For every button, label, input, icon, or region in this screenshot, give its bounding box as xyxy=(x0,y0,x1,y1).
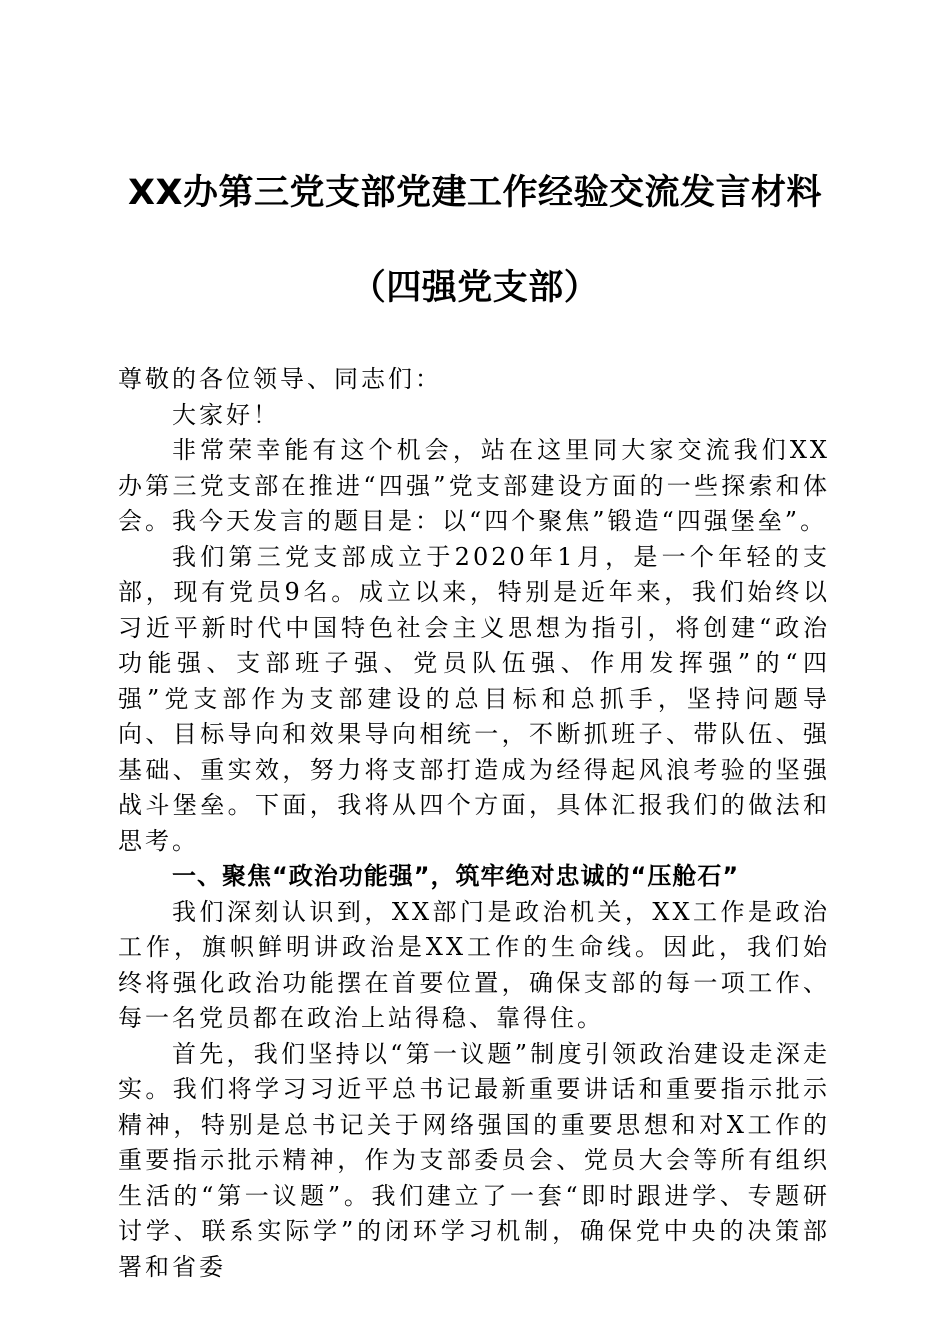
document-subtitle: （四强党支部） xyxy=(350,268,600,308)
salutation: 尊敬的各位领导、同志们： xyxy=(118,365,442,393)
paragraph-intro: 非常荣幸能有这个机会，站在这里同大家交流我们XX办第三党支部在推进“四强”党支部建设方面的一些探索和体会。我今天发言的题目是：以“四个聚焦”锻造“四强堡垒”。 xyxy=(118,436,830,535)
document-title: XX办第三党支部党建工作经验交流发言材料 xyxy=(128,173,822,213)
paragraph-background: 我们第三党支部成立于2020年1月，是一个年轻的支部，现有党员9名。成立以来，特别是近年来，我们始终以习近平新时代中国特色社会主义思想为指引，将创建“政治功能强、支部班子强、党员队伍强、作用发挥强”的“四强”党支部作为支部建设的总目标和总抓手，坚持问题导向、目标导向和效果导向相统一，不断抓班子、带队伍、强基础、重实效，努力将支部打造成为经得起风浪考验的坚强战斗堡垒。下面，我将从四个方面，具体汇报我们的做法和思考。 xyxy=(118,542,830,855)
section-paragraph: 首先，我们坚持以“第一议题”制度引领政治建设走深走实。我们将学习习近平总书记最新重要讲话和重要指示批示精神，特别是总书记关于网络强国的重要思想和对X工作的重要指示批示精神，作为支部委员会、党员大会等所有组织生活的“第一议题”。我们建立了一套“即时跟进学、专题研讨学、联系实际学”的闭环学习机制，确保党中央的决策部署和省委 xyxy=(118,1039,830,1281)
section-heading: 一、聚焦“政治功能强”，筑牢绝对忠诚的“压舱石” xyxy=(172,862,740,890)
document-body xyxy=(118,362,830,1285)
section-paragraph: 我们深刻认识到，XX部门是政治机关，XX工作是政治工作，旗帜鲜明讲政治是XX工作的生命线。因此，我们始终将强化政治功能摆在首要位置，确保支部的每一项工作、每一名党员都在政治上站得稳、靠得住。 xyxy=(118,897,830,1032)
greeting: 大家好！ xyxy=(172,400,280,429)
